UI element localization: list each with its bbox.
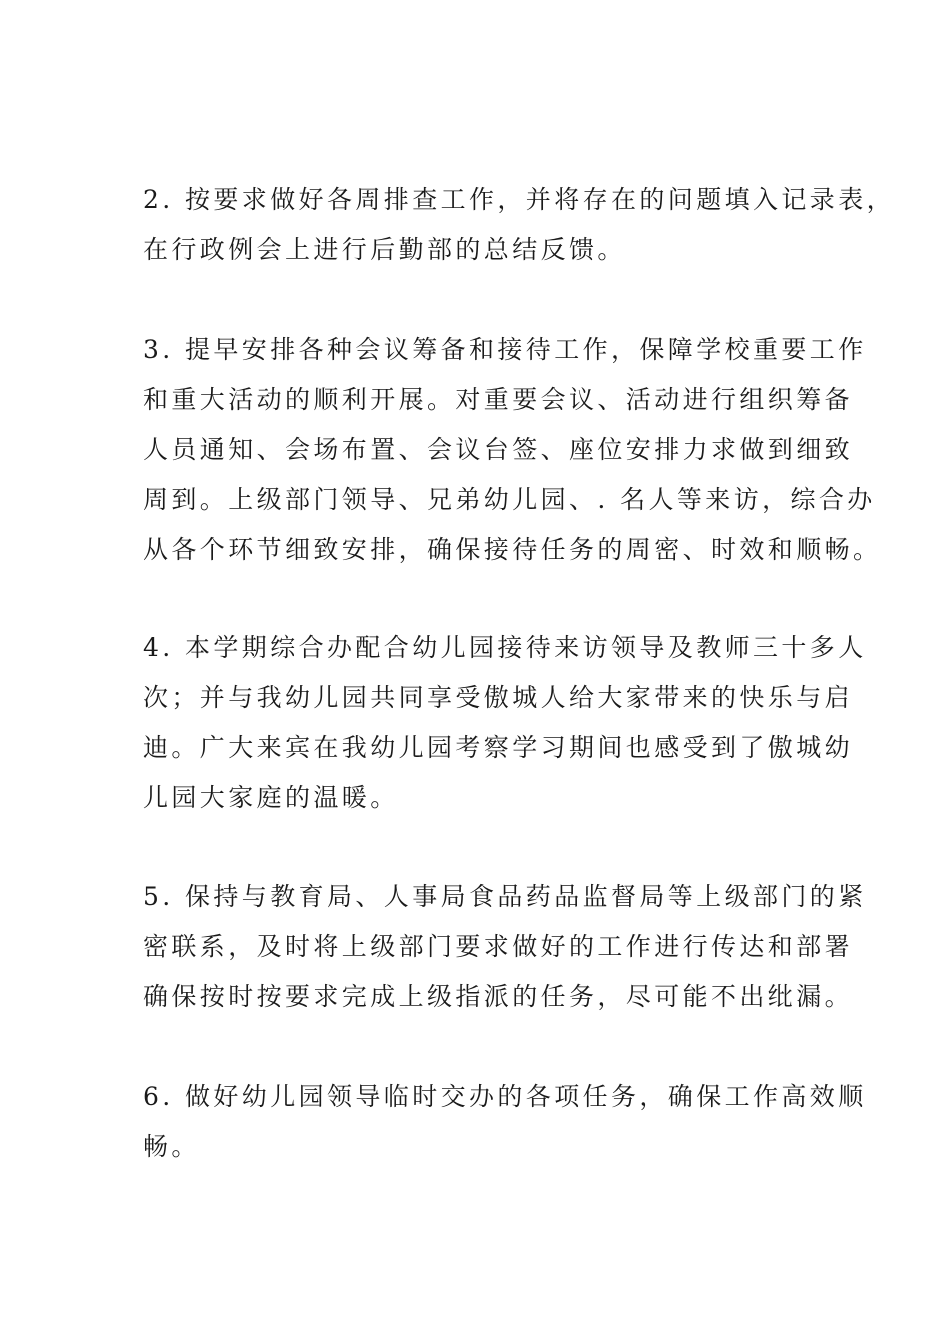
paragraph-item-6 [143, 1072, 867, 1172]
text-line: 次；并与我幼儿园共同享受傲城人给大家带来的快乐与启 [143, 683, 854, 712]
text-line: 密联系，及时将上级部门要求做好的工作进行传达和部署 [143, 932, 854, 961]
text-line: 5. 保持与教育局、人事局食品药品监督局等上级部门的紧 [143, 882, 867, 911]
text-line: 迪。广大来宾在我幼儿园考察学习期间也感受到了傲城幼 [143, 733, 854, 762]
text-line: 畅。 [143, 1132, 200, 1161]
text-line: 2. 按要求做好各周排查工作，并将存在的问题填入记录表， [143, 185, 896, 214]
text-line: 在行政例会上进行后勤部的总结反馈。 [143, 235, 626, 264]
text-line: 4. 本学期综合办配合幼儿园接待来访领导及教师三十多人 [143, 633, 867, 662]
text-line: 周到。上级部门领导、兄弟幼儿园、. 名人等来访，综合办 [143, 485, 876, 514]
paragraph-item-5 [143, 872, 867, 1022]
text-line: 确保按时按要求完成上级指派的任务，尽可能不出纰漏。 [143, 982, 854, 1011]
text-line: 3. 提早安排各种会议筹备和接待工作，保障学校重要工作 [143, 335, 867, 364]
text-line: 人员通知、会场布置、会议台签、座位安排力求做到细致 [143, 435, 854, 464]
text-line: 从各个环节细致安排，确保接待任务的周密、时效和顺畅。 [143, 535, 882, 564]
text-line: 儿园大家庭的温暖。 [143, 783, 399, 812]
paragraph-item-4 [143, 623, 867, 823]
paragraph-item-2 [143, 175, 896, 275]
text-line: 和重大活动的顺利开展。对重要会议、活动进行组织筹备 [143, 385, 854, 414]
text-line: 6. 做好幼儿园领导临时交办的各项任务，确保工作高效顺 [143, 1082, 867, 1111]
paragraph-item-3 [143, 325, 882, 575]
